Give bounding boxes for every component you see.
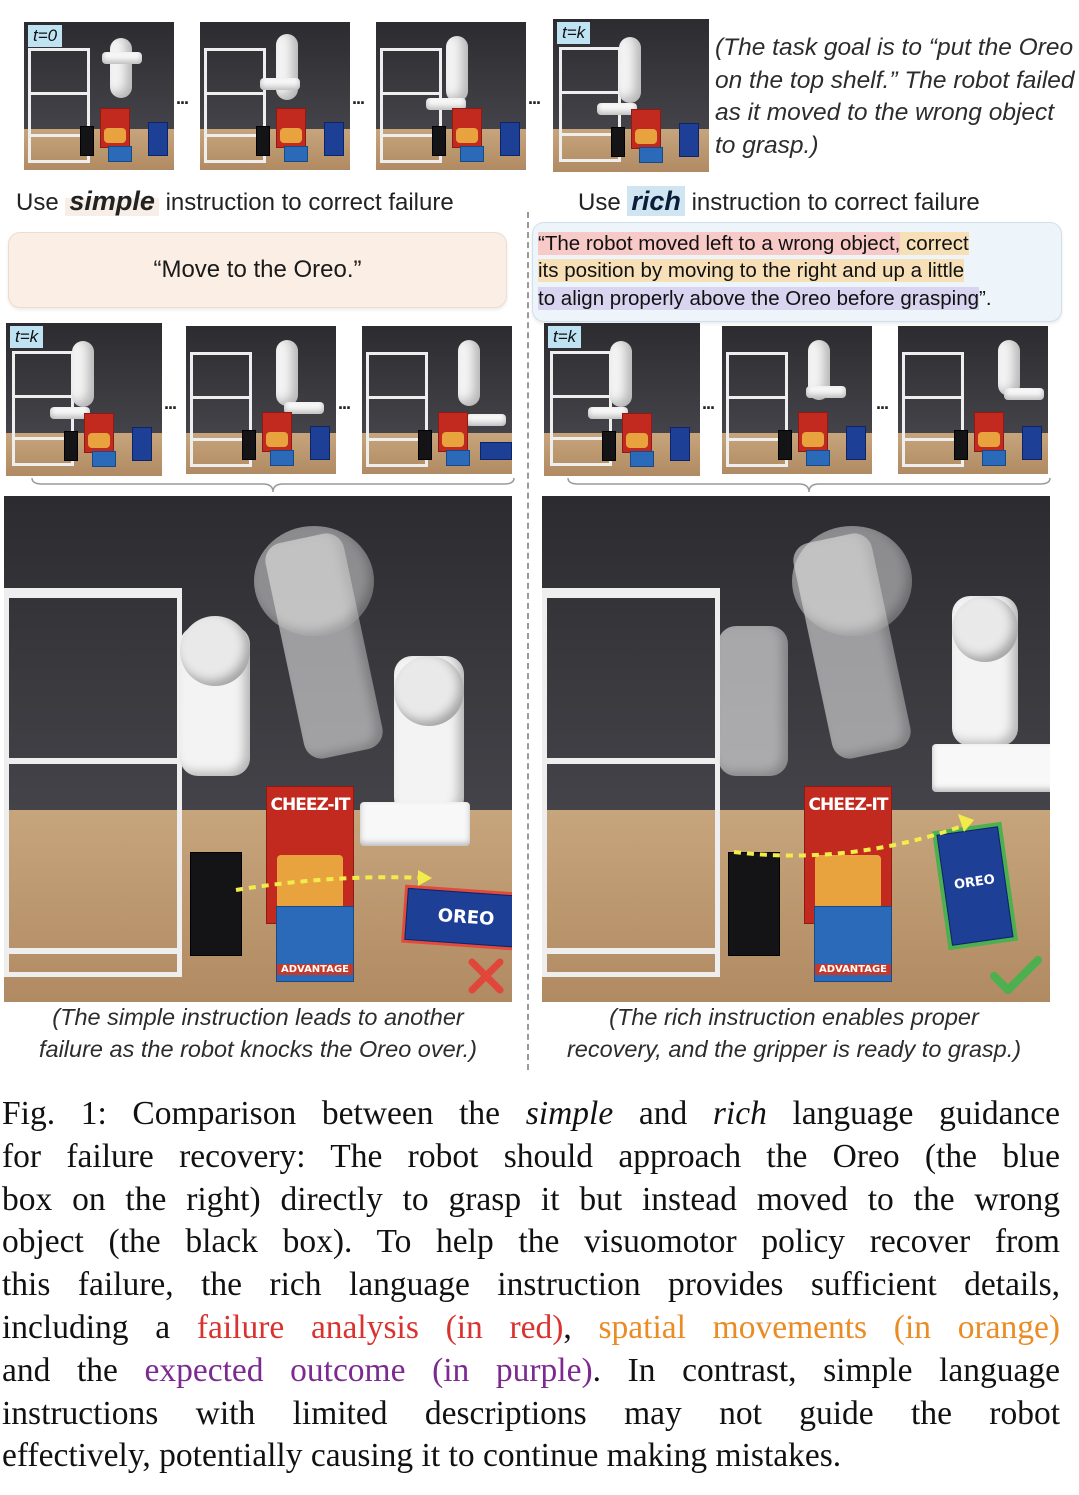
ellipsis: ... [702, 393, 715, 413]
cheezit-brand: CHEEZ-IT [270, 795, 350, 816]
frame-simple-2 [186, 326, 336, 474]
trajectory-arrow [234, 860, 434, 900]
rich-outcome-image [542, 496, 1050, 1002]
frame-time-label: t=0 [28, 25, 62, 47]
ellipsis: ... [164, 393, 177, 413]
oreo-brand: OREO [953, 872, 996, 893]
spatial-movement-segment: correct [900, 232, 969, 255]
expected-outcome-segment: to align properly above the Oreo before grasping [538, 287, 980, 310]
failure-analysis-segment: “The robot moved left to a wrong object, [538, 232, 901, 255]
ellipsis: ... [338, 393, 351, 413]
cheezit-brand: CHEEZ-IT [808, 795, 888, 816]
frame-t0 [24, 22, 174, 170]
frame-simple-3 [362, 326, 512, 474]
expected-outcome-legend: expected outcome (in purple) [144, 1351, 593, 1389]
advantage-brand: ADVANTAGE [815, 964, 891, 975]
frame-rich-3 [898, 326, 1048, 474]
frame-mid-1 [200, 22, 350, 170]
frame-time-label: t=k [10, 326, 43, 348]
simple-keyword: simple [65, 186, 159, 216]
frame-tk-simple [6, 323, 162, 476]
rich-instruction-line-3: to align properly above the Oreo before grasping”. [538, 287, 992, 310]
simple-outcome-image [4, 496, 512, 1002]
frame-time-label: t=k [548, 326, 581, 348]
frame-tk-failure [553, 19, 709, 172]
frame-time-label: t=k [557, 22, 590, 44]
trajectory-arrow [732, 812, 982, 872]
rich-outcome-caption: (The rich instruction enables proper recovery, and the gripper is ready to grasp.) [566, 1004, 1022, 1062]
left-brace [30, 476, 516, 494]
ellipsis: ... [176, 88, 189, 108]
advantage-brand: ADVANTAGE [277, 964, 353, 975]
rich-instruction-line-1 [538, 231, 969, 257]
ellipsis: ... [528, 88, 541, 108]
failure-analysis-legend: failure analysis (in red) [196, 1308, 564, 1346]
rich-instruction-box [532, 222, 1062, 322]
frame-tk-rich [544, 323, 700, 476]
spatial-movements-legend: spatial movements (in orange) [598, 1308, 1061, 1346]
rich-heading: Use rich instruction to correct failure [578, 186, 980, 216]
oreo-brand: OREO [436, 905, 496, 930]
figure-caption: Fig. 1: Comparison between the simple and rich language guidance for failure recovery: The robot should approach the Oreo (the blue box on the right) directly to grasp it but instead moved to the wrong object (the black box). To help the visuomotor policy recover from this failure, the rich language instruction provides sufficient details, including a failure analysis (in red), spatial movements (in orange) and the expected outcome (in purple). In contrast, simple language instructions with limited descriptions may not guide the robot effectively, potentially causing it to continue making mistakes. [2, 1095, 1061, 1475]
task-goal-note: (The task goal is to “put the Oreo on the top shelf.” The robot failed as it moved to the wrong object to grasp.) [715, 34, 1075, 159]
simple-instruction-text: “Move to the Oreo.” [153, 256, 362, 283]
frame-mid-2 [376, 22, 526, 170]
rich-keyword: rich [627, 186, 685, 216]
simple-heading: Use simple instruction to correct failure [16, 186, 454, 216]
check-icon [988, 954, 1044, 996]
ellipsis: ... [876, 393, 889, 413]
frame-rich-2 [722, 326, 872, 474]
ellipsis: ... [352, 88, 365, 108]
cross-icon [466, 956, 506, 996]
spatial-movement-segment: its position by moving to the right and up a little [538, 259, 965, 282]
simple-instruction-box [8, 232, 507, 308]
right-brace [566, 476, 1052, 494]
panel-divider [527, 212, 529, 1070]
simple-outcome-caption: (The simple instruction leads to another failure as the robot knocks the Oreo over.) [38, 1004, 477, 1062]
rich-instruction-line-2 [538, 258, 964, 284]
